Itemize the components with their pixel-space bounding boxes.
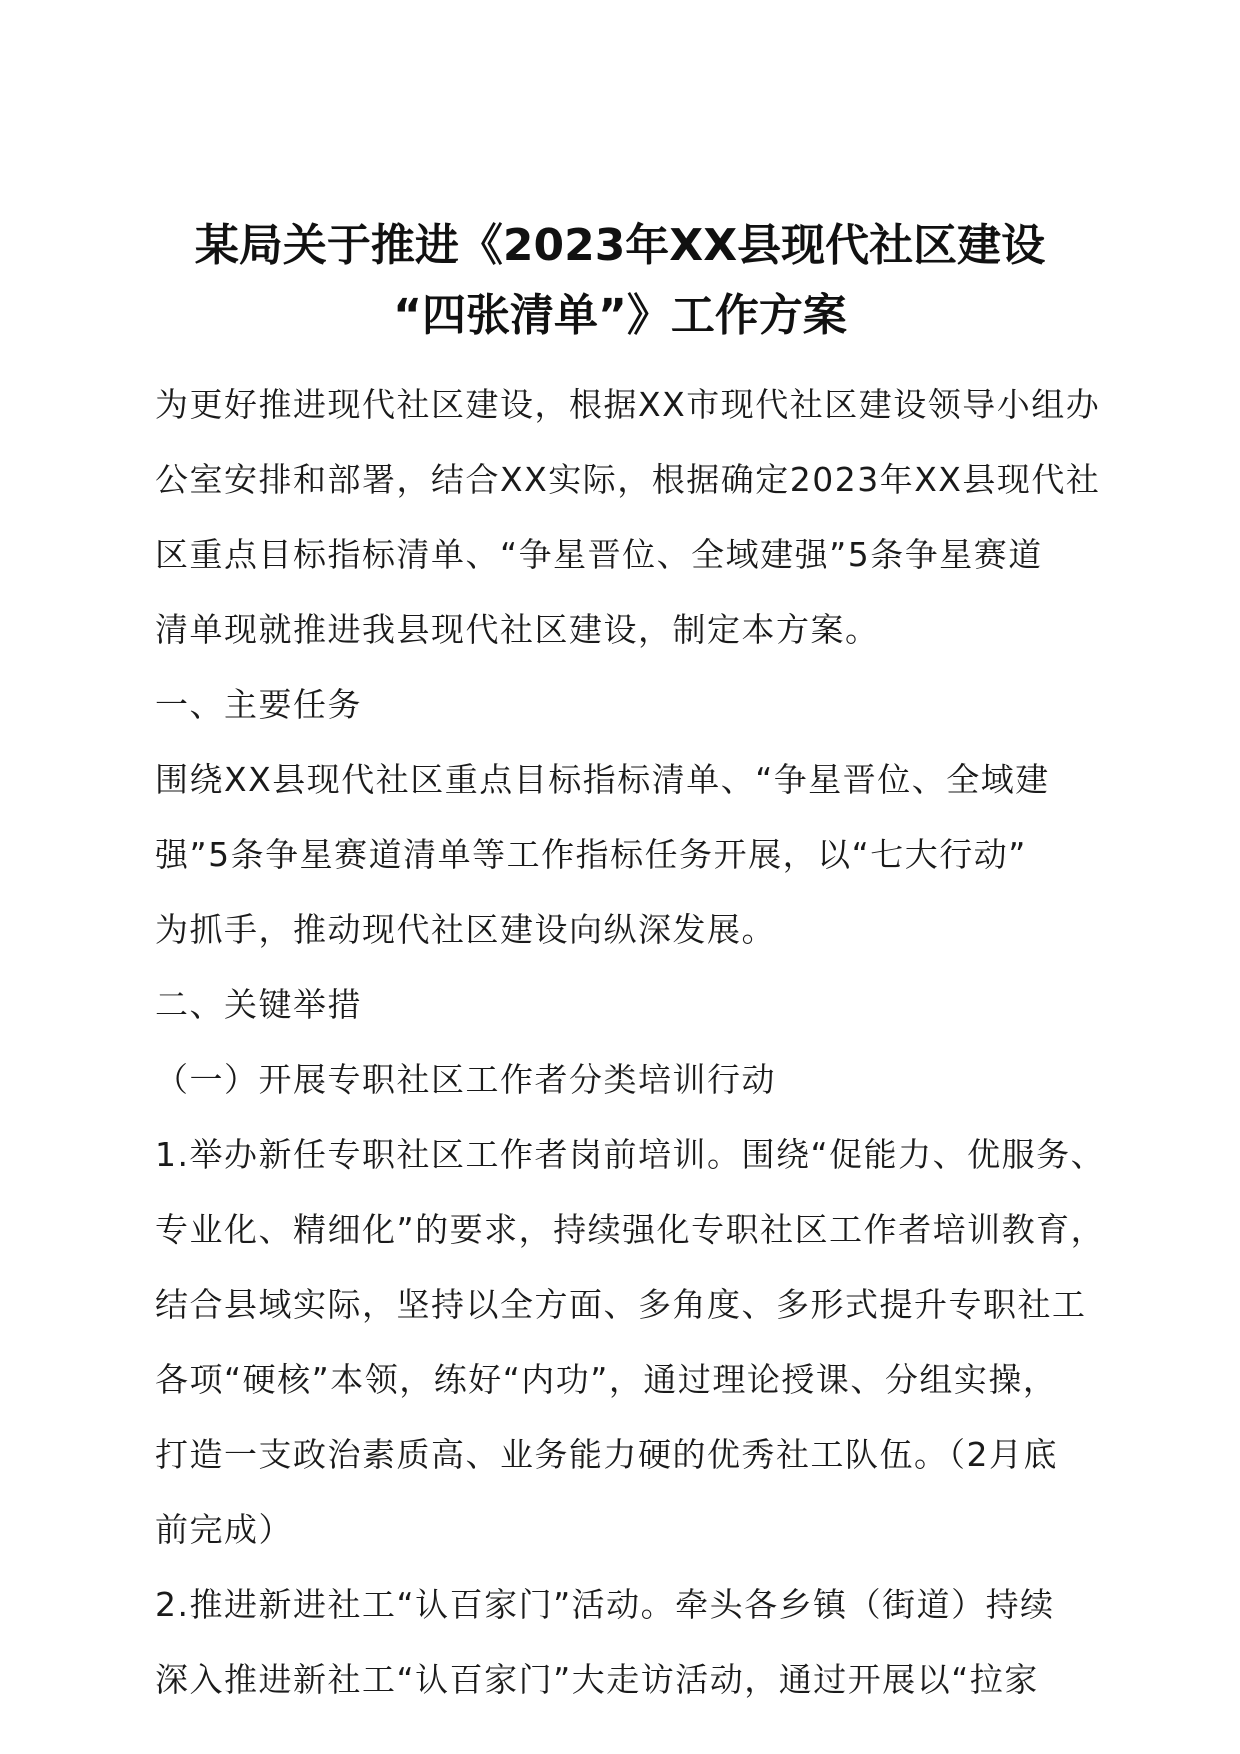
measure-1-paragraph-line: 结合县域实际，坚持以全方面、多角度、多形式提升专职社工 <box>155 1285 1087 1324</box>
intro-paragraph-line: 区重点目标指标清单、“争星晋位、全域建强”5条争星赛道 <box>155 535 1043 574</box>
measure-2-paragraph-line: 2.推进新进社工“认百家门”活动。牵头各乡镇（街道）持续 <box>155 1585 1055 1624</box>
intro-paragraph-line: 公室安排和部署，结合XX实际，根据确定2023年XX县现代社 <box>155 460 1101 499</box>
measure-1-paragraph-line: 各项“硬核”本领，练好“内功”，通过理论授课、分组实操， <box>155 1360 1058 1399</box>
document-title-line-1: 某局关于推进《2023年XX县现代社区建设 <box>194 220 1046 271</box>
section-heading-key-measures: 二、关键举措 <box>155 985 362 1024</box>
subsection-heading-training: （一）开展专职社区工作者分类培训行动 <box>155 1060 776 1099</box>
measure-2-paragraph-line: 深入推进新社工“认百家门”大走访活动，通过开展以“拉家 <box>155 1660 1039 1699</box>
main-tasks-paragraph-line: 强”5条争星赛道清单等工作指标任务开展，以“七大行动” <box>155 835 1027 874</box>
document-body <box>155 378 1106 1728</box>
measure-1-paragraph-line: 专业化、精细化”的要求，持续强化专职社区工作者培训教育， <box>155 1210 1106 1249</box>
measure-1-paragraph-line: 1.举办新任专职社区工作者岗前培训。围绕“促能力、优服务、 <box>155 1135 1106 1174</box>
main-tasks-paragraph-line: 为抓手，推动现代社区建设向纵深发展。 <box>155 910 776 949</box>
document-title-line-2: “四张清单”》工作方案 <box>393 290 847 341</box>
main-tasks-paragraph-line: 围绕XX县现代社区重点目标指标清单、“争星晋位、全域建 <box>155 760 1050 799</box>
intro-paragraph-line: 为更好推进现代社区建设，根据XX市现代社区建设领导小组办 <box>155 385 1101 424</box>
intro-paragraph-line: 清单现就推进我县现代社区建设，制定本方案。 <box>155 610 880 649</box>
measure-1-paragraph-line: 打造一支政治素质高、业务能力硬的优秀社工队伍。（2月底 <box>155 1435 1058 1474</box>
measure-1-paragraph-line: 前完成） <box>155 1510 293 1549</box>
section-heading-main-tasks: 一、主要任务 <box>155 685 362 724</box>
